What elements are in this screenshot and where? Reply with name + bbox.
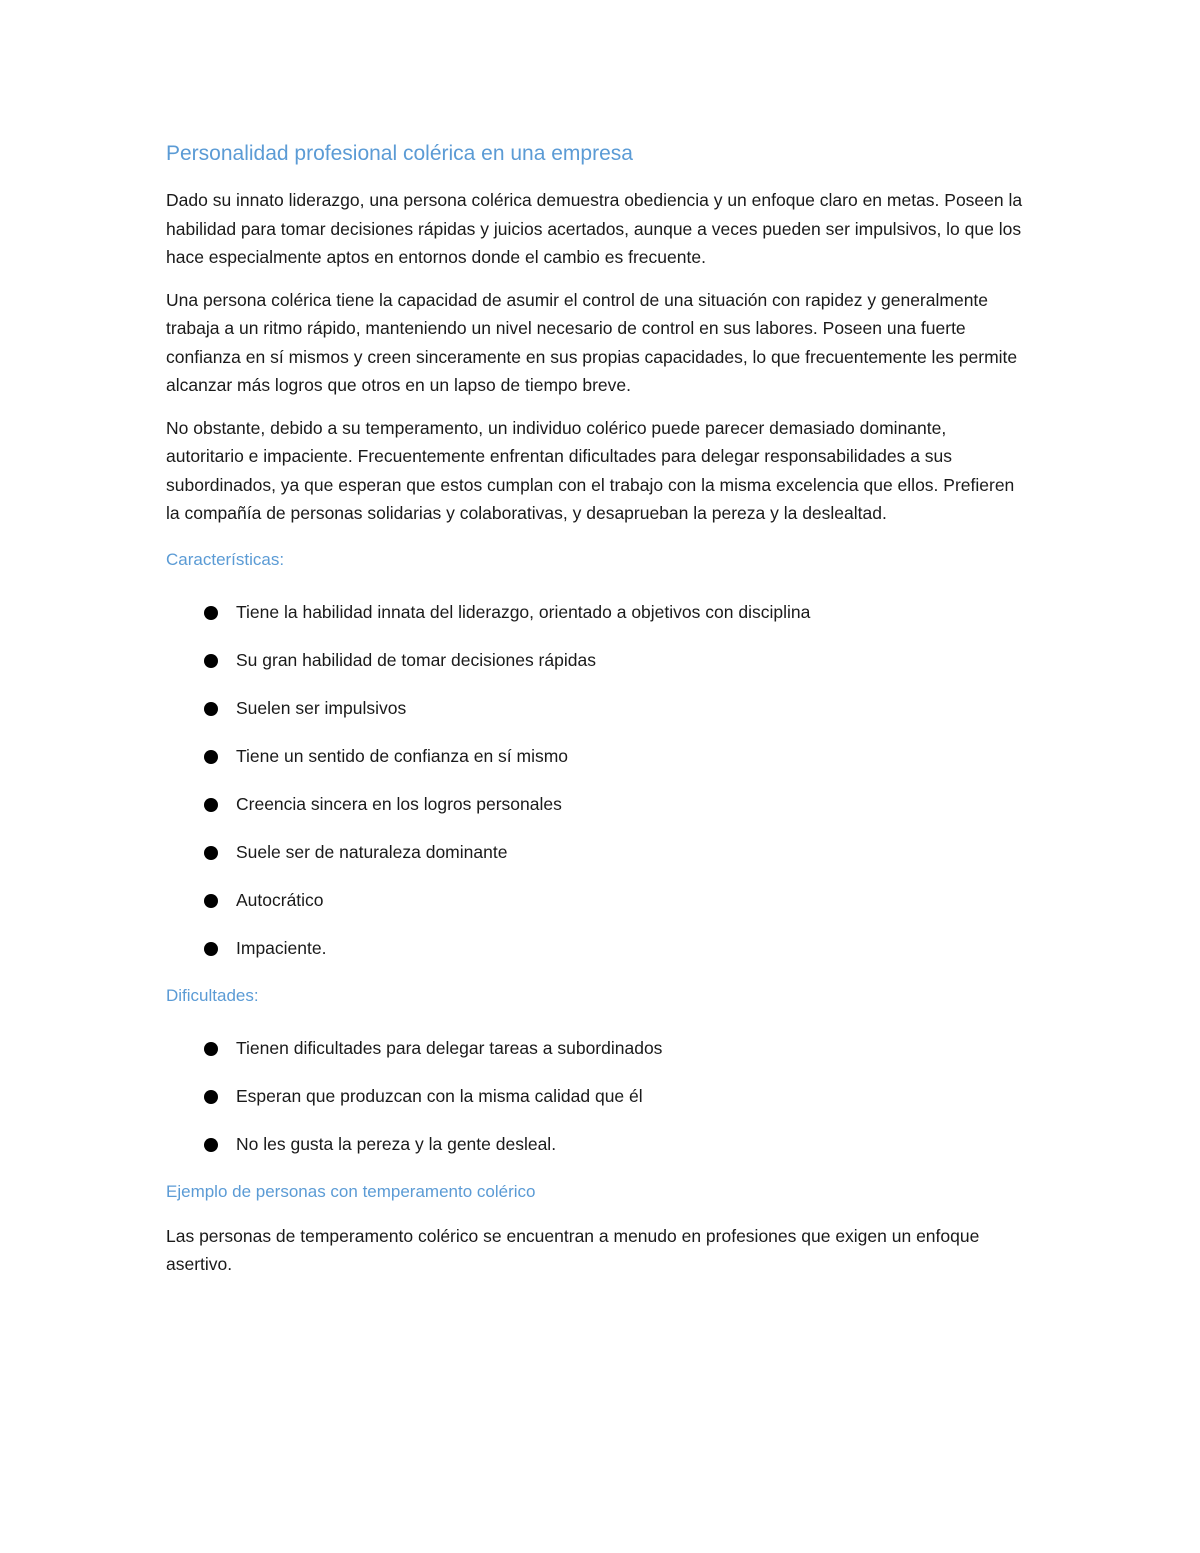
paragraph-control: Una persona colérica tiene la capacidad de asumir el control de una situación con rapidez y generalmente trabaja a un ritmo rápido, manteniendo un nivel necesario de control en sus labores. Poseen una fuerte confianza en sí mismos y creen sinceramente en sus propias capacidades, lo que frecuentemente les permite alcanzar más logros que otros en un lapso de tiempo breve. xyxy=(166,289,1018,395)
bullet-icon xyxy=(204,798,218,812)
list-item-text: Impaciente. xyxy=(236,937,327,958)
list-item-text: Esperan que produzcan con la misma calidad que él xyxy=(236,1085,643,1106)
list-dificultades xyxy=(166,1034,1026,1158)
bullet-icon xyxy=(204,894,218,908)
document-page xyxy=(166,138,1026,1293)
heading-ejemplo: Ejemplo de personas con temperamento colérico xyxy=(166,1181,536,1201)
bullet-icon xyxy=(204,1042,218,1056)
list-item-text: Tienen dificultades para delegar tareas a subordinados xyxy=(236,1037,663,1058)
bullet-icon xyxy=(204,654,218,668)
list-item-text: Creencia sincera en los logros personales xyxy=(236,793,562,814)
bullet-icon xyxy=(204,1090,218,1104)
list-item-text: No les gusta la pereza y la gente desleal. xyxy=(236,1133,557,1154)
bullet-icon xyxy=(204,846,218,860)
list-item-text: Su gran habilidad de tomar decisiones rápidas xyxy=(236,649,596,670)
paragraph-temperament: No obstante, debido a su temperamento, un individuo colérico puede parecer demasiado dominante, autoritario e impaciente. Frecuentemente enfrentan dificultades para delegar responsabilidades a sus subordinados, ya que esperan que estos cumplan con el trabajo con la misma excelencia que ellos. Prefieren la compañía de personas solidarias y colaborativas, y desaprueban la pereza y la deslealtad. xyxy=(166,417,1015,523)
paragraph-intro: Dado su innato liderazgo, una persona colérica demuestra obediencia y un enfoque claro en metas. Poseen la habilidad para tomar decisiones rápidas y juicios acertados, aunque a veces pueden ser impulsivos, lo que los hace especialmente aptos en entornos donde el cambio es frecuente. xyxy=(166,190,1023,267)
list-caracteristicas xyxy=(166,598,1026,962)
list-item-text: Autocrático xyxy=(236,889,324,910)
list-item xyxy=(166,646,1026,674)
list-item xyxy=(166,790,1026,818)
list-item-text: Tiene la habilidad innata del liderazgo, orientado a objetivos con disciplina xyxy=(236,601,811,622)
list-item xyxy=(166,742,1026,770)
list-item-text: Suelen ser impulsivos xyxy=(236,697,407,718)
list-item xyxy=(166,1082,1026,1110)
list-item xyxy=(166,838,1026,866)
document-title: Personalidad profesional colérica en una empresa xyxy=(166,142,633,165)
list-item-text: Tiene un sentido de confianza en sí mismo xyxy=(236,745,569,766)
bullet-icon xyxy=(204,702,218,716)
list-item xyxy=(166,598,1026,626)
bullet-icon xyxy=(204,750,218,764)
bullet-icon xyxy=(204,942,218,956)
list-item-text: Suele ser de naturaleza dominante xyxy=(236,841,508,862)
list-item xyxy=(166,934,1026,962)
heading-caracteristicas: Características: xyxy=(166,549,285,569)
list-item xyxy=(166,1034,1026,1062)
paragraph-ejemplo: Las personas de temperamento colérico se encuentran a menudo en profesiones que exigen un enfoque asertivo. xyxy=(166,1225,980,1274)
bullet-icon xyxy=(204,1138,218,1152)
list-item xyxy=(166,886,1026,914)
bullet-icon xyxy=(204,606,218,620)
heading-dificultades: Dificultades: xyxy=(166,985,259,1005)
list-item xyxy=(166,694,1026,722)
list-item xyxy=(166,1130,1026,1158)
